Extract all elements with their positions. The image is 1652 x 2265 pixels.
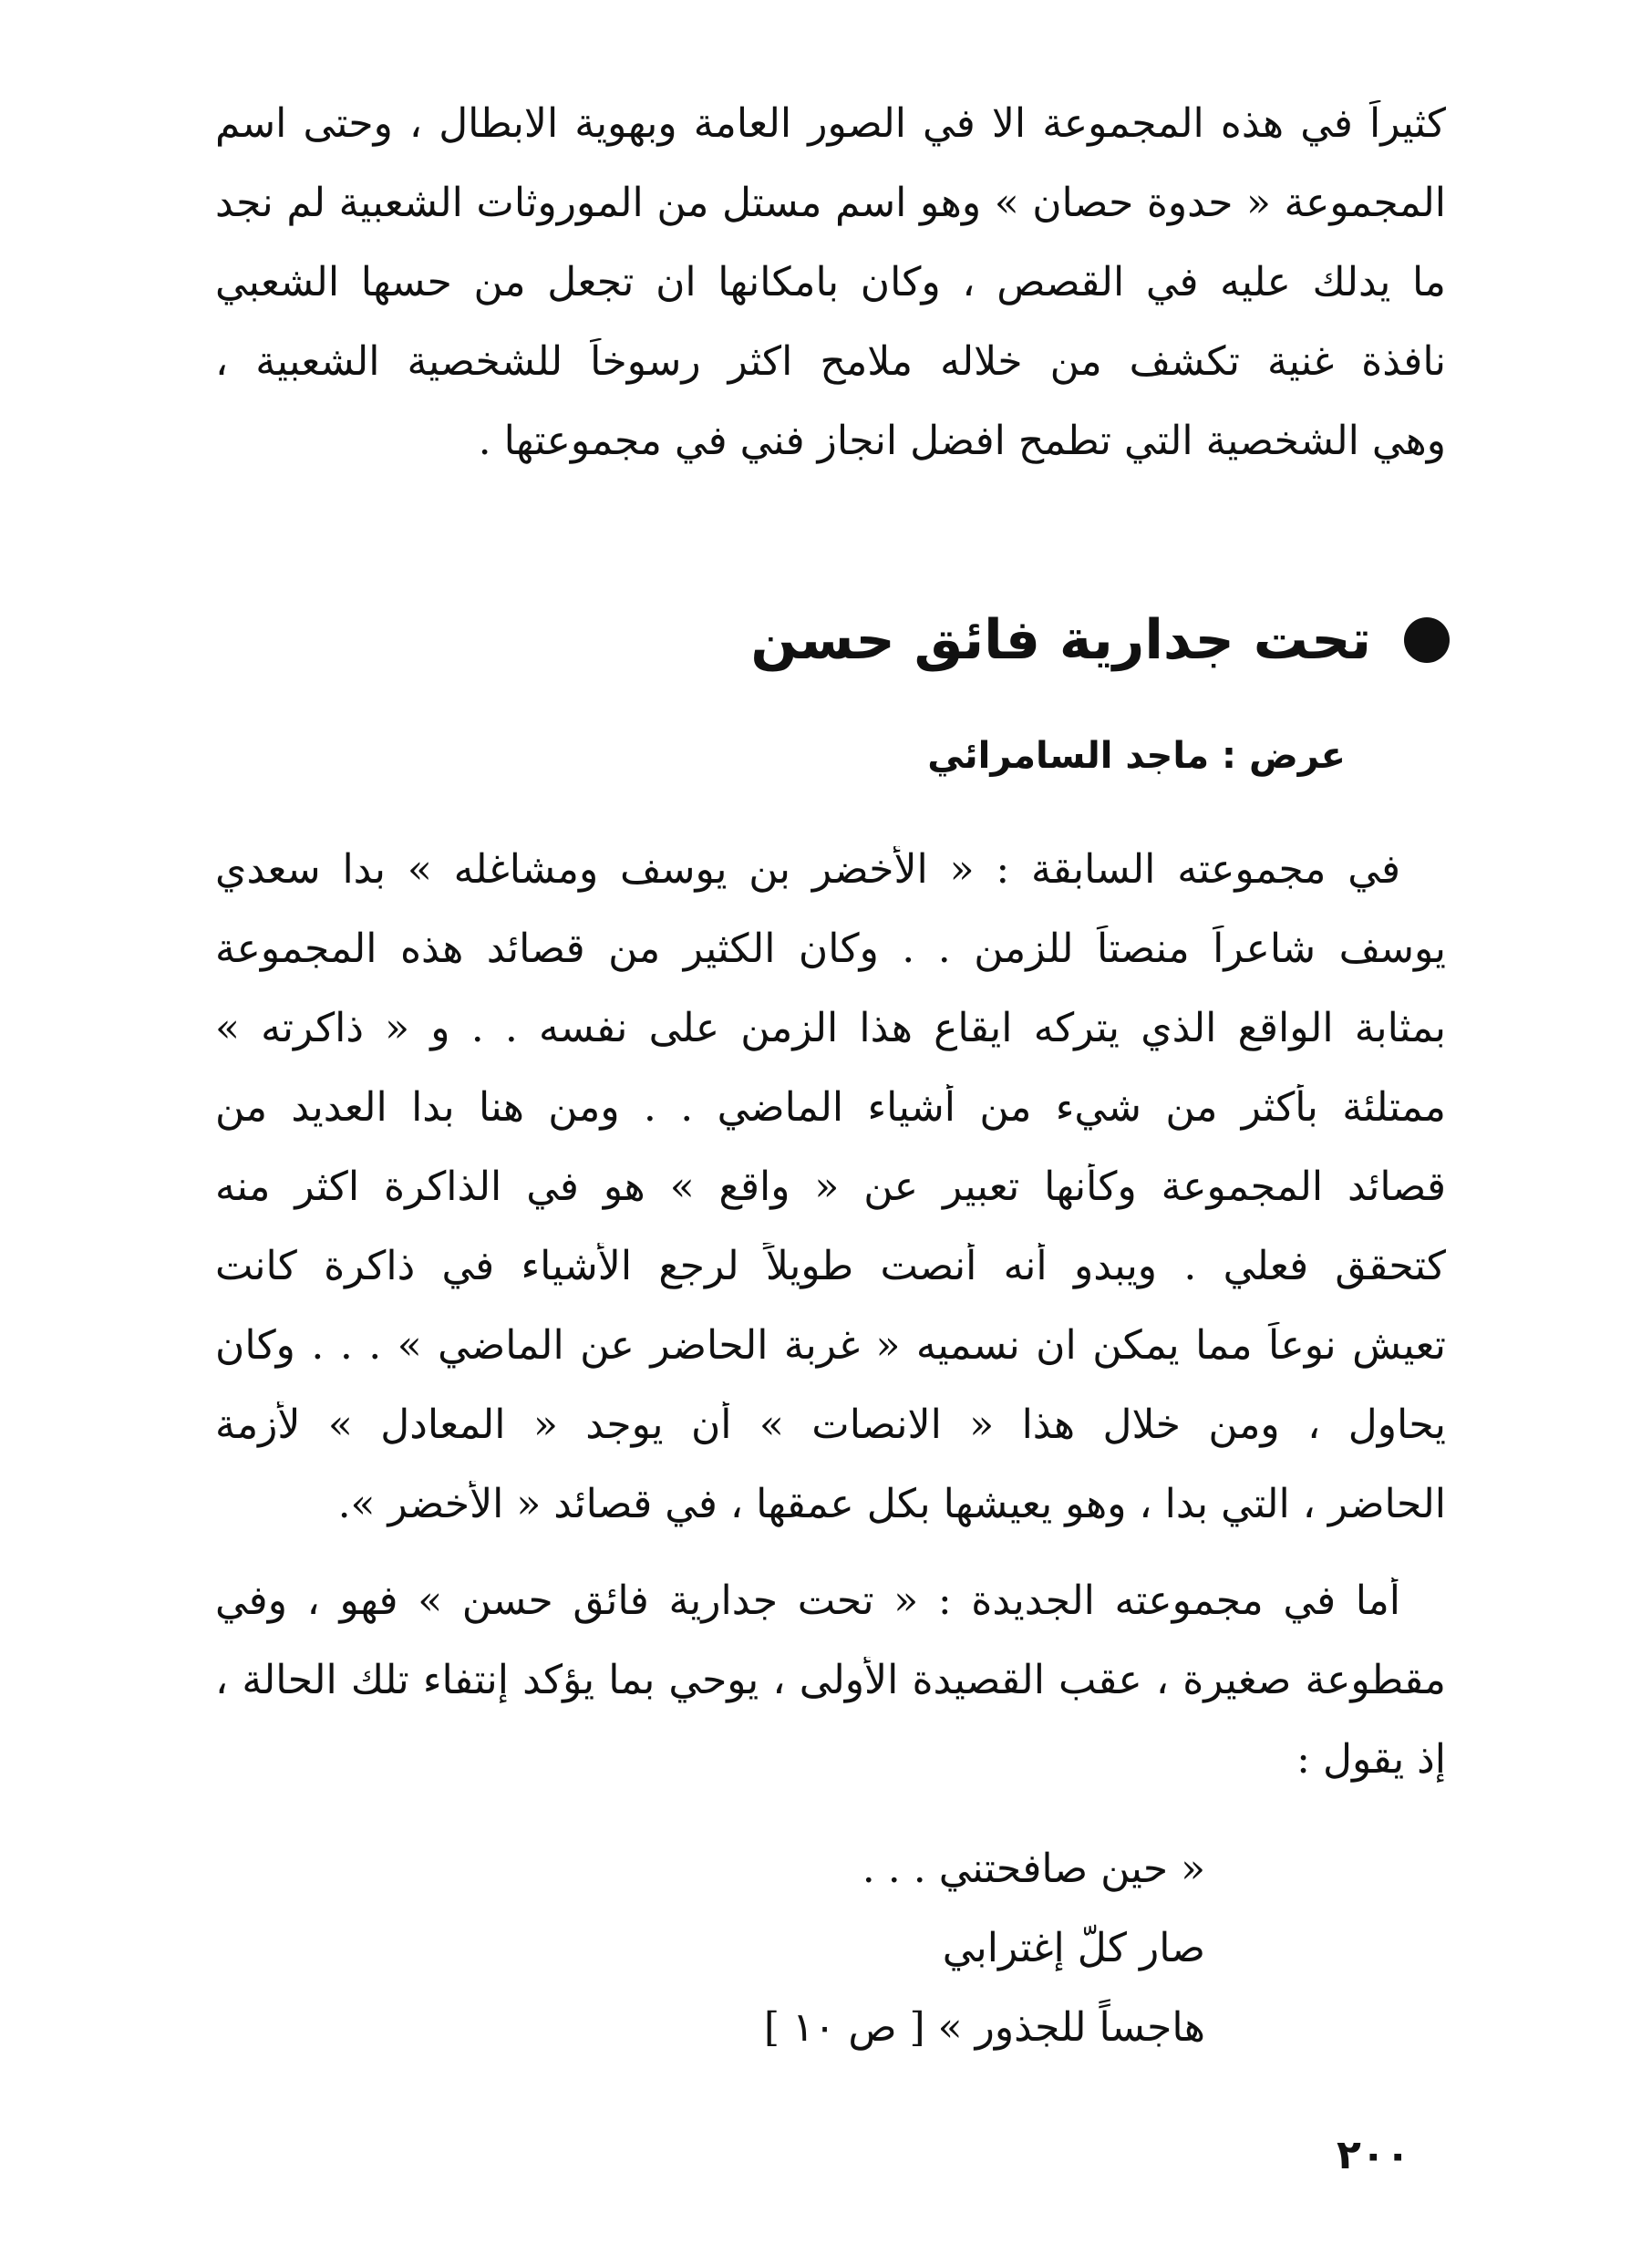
poem-line: « حين صافحتني . . .	[862, 1846, 1205, 1892]
bullet-icon	[1404, 617, 1450, 663]
section-title: تحت جدارية فائق حسن	[750, 608, 1371, 672]
text-line: كثيراً في هذه المجموعة الا في الصور العامة وبهوية الابطال ، وحتى اسم	[215, 100, 1446, 147]
text-line: تعيش نوعاً مما يمكن ان نسميه « غربة الحاضر عن الماضي » . . . وكان	[215, 1322, 1446, 1369]
text-line: قصائد المجموعة وكأنها تعبير عن « واقع » هو في الذاكرة اكثر منه	[215, 1164, 1446, 1210]
text-line: كتحقق فعلي . ويبدو أنه أنصت طويلاً لرجع الأشياء في ذاكرة كانت	[215, 1243, 1446, 1289]
text-line: يوسف شاعراً منصتاً للزمن . . وكان الكثير من قصائد هذه المجموعة	[215, 926, 1446, 972]
review-byline: عرض : ماجد السامرائي	[927, 735, 1346, 777]
text-line: وهي الشخصية التي تطمح افضل انجاز فني في مجموعتها .	[478, 418, 1446, 464]
text-line: ممتلئة بأكثر من شيء من أشياء الماضي . . ومن هنا بدا العديد من	[215, 1084, 1446, 1131]
text-line: المجموعة « حدوة حصان » وهو اسم مستل من الموروثات الشعبية لم نجد	[215, 180, 1446, 226]
page-number: ٢٠٠	[1337, 2132, 1410, 2178]
poem-quote	[764, 1846, 1205, 2084]
text-line: إذ يقول :	[1296, 1736, 1446, 1783]
text-line: مقطوعة صغيرة ، عقب القصيدة الأولى ، يوحي بما يؤكد إنتفاء تلك الحالة ،	[215, 1657, 1446, 1703]
text-line: ما يدلك عليه في القصص ، وكان بامكانها ان تجعل من حسها الشعبي	[215, 259, 1446, 305]
text-line: بمثابة الواقع الذي يتركه ايقاع هذا الزمن على نفسه . . و « ذاكرته »	[215, 1005, 1446, 1051]
paragraph-2	[215, 846, 1446, 1560]
text-line: نافذة غنية تكشف من خلاله ملامح اكثر رسوخاً للشخصية الشعبية ،	[215, 338, 1446, 385]
poem-line: صار كلّ إغترابي	[942, 1925, 1205, 1971]
text-line: يحاول ، ومن خلال هذا « الانصات » أن يوجد « المعادل » لأزمة	[215, 1401, 1446, 1448]
top-paragraph	[215, 100, 1446, 497]
text-line: الحاضر ، التي بدا ، وهو يعيشها بكل عمقها ، في قصائد « الأخضر ».	[337, 1481, 1446, 1527]
paragraph-3	[215, 1577, 1446, 1815]
text-line: أما في مجموعته الجديدة : « تحت جدارية فائق حسن » فهو ، وفي	[215, 1577, 1400, 1624]
poem-line: هاجساً للجذور » [ ص ١٠ ]	[763, 2004, 1205, 2051]
text-line: في مجموعته السابقة : « الأخضر بن يوسف ومشاغله » بدا سعدي	[215, 846, 1400, 893]
section-heading	[750, 608, 1450, 672]
